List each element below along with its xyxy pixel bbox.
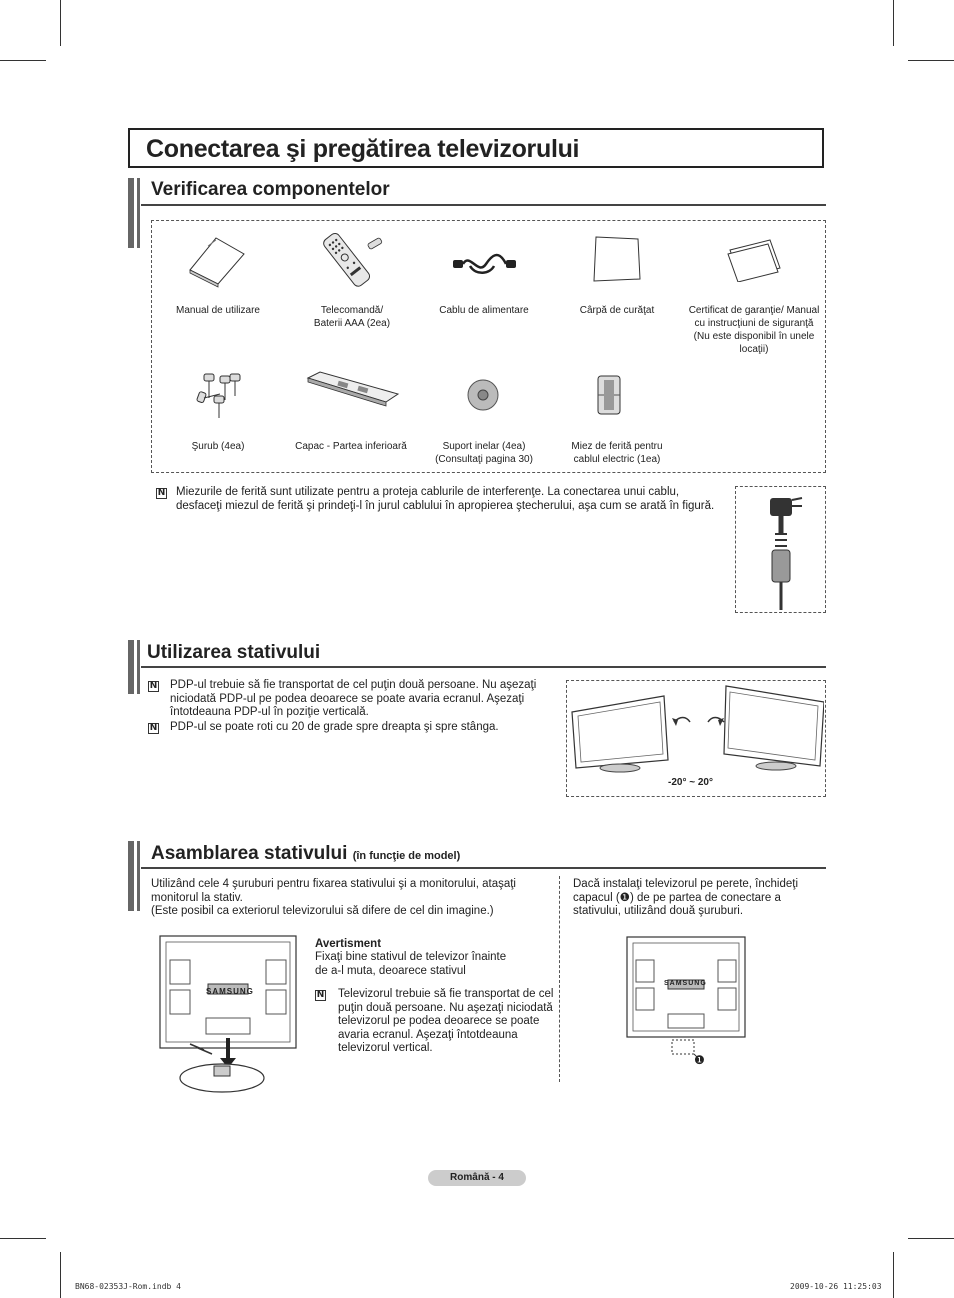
section-bar [128, 640, 134, 694]
ring-holder-icon [466, 378, 500, 412]
page-title: Conectarea şi pregătirea televizorului [146, 135, 580, 163]
component-label: Şurub (4ea) [191, 441, 245, 452]
assembly-intro: Utilizând cele 4 şuruburi pentru fixarea stativului şi a monitorului, ataşaţi monitorul la stativ. [151, 878, 516, 904]
component-label: Miez de ferită pentru cablul electric (1ea) [571, 441, 663, 465]
page-title-box [128, 128, 824, 168]
assembly-intro-note: (Este posibil ca exteriorul televizorului să difere de cel din imagine.) [151, 905, 494, 917]
tv-back-with-stand-figure [156, 932, 300, 1094]
crop-mark [60, 1252, 61, 1298]
component-label: Cârpă de curăţat [579, 305, 655, 316]
note-icon: N [149, 681, 158, 691]
note-icon: N [149, 723, 158, 733]
ferrite-note: Miezurile de ferită sunt utilizate pentru a proteja cablurile de interferenţe. La conectarea unui cablu, desfaceţi miezul de ferită şi prindeţi-l în jurul cablului în apropierea ştecherului, aşa cum se arată în figură. [176, 486, 715, 512]
stand-note-2: PDP-ul se poate roti cu 20 de grade spre dreapta şi spre stânga. [170, 721, 499, 733]
stand-assembly-heading-note: (în funcţie de model) [352, 850, 461, 862]
section-rule [141, 204, 826, 206]
remote-icon [318, 228, 384, 288]
section-bar [137, 640, 140, 694]
manual-icon [186, 232, 248, 288]
column-divider [559, 876, 560, 1082]
section-rule [141, 867, 826, 869]
section-heading-stand-assembly [151, 843, 460, 865]
print-file-info: BN68-02353J-Rom.indb 4 [75, 1282, 181, 1291]
section-heading-stand-use: Utilizarea stativului [147, 642, 321, 663]
warning-title: Avertisment [315, 938, 382, 950]
ferrite-core-icon [596, 374, 622, 416]
stand-assembly-heading: Asamblarea stativului [151, 843, 348, 864]
screws-icon [190, 372, 246, 420]
section-bar [128, 178, 134, 248]
component-label: Certificat de garanţie/ Manual cu instrucţiuni de siguranţă (Nu este disponibil în unele locaţii) [688, 305, 820, 355]
crop-mark [0, 60, 46, 61]
brand-label: SAMSUNG [664, 980, 707, 987]
component-label: Manual de utilizare [176, 305, 260, 316]
crop-mark [60, 0, 61, 46]
warranty-card-icon [726, 236, 784, 282]
page-number-badge: Română - 4 [428, 1170, 526, 1186]
cloth-icon [590, 233, 644, 285]
section-heading-components: Verificarea componentelor [151, 179, 390, 200]
crop-mark [0, 1238, 46, 1239]
crop-mark [893, 1252, 894, 1298]
tv-back-wall-figure [624, 934, 748, 1070]
rotation-label: -20° ~ 20° [668, 777, 713, 788]
cable-with-ferrite-icon [752, 494, 812, 610]
print-date-info: 2009-10-26 11:25:03 [790, 1282, 882, 1291]
crop-mark [908, 1238, 954, 1239]
tv-rotation-figure [568, 682, 824, 778]
component-label: Capac - Partea inferioară [295, 441, 407, 452]
stand-note-1: PDP-ul trebuie să fie transportat de cel puţin două persoane. Nu aşezaţi niciodată PDP-ul pe podea deoarece se poate avaria ecranul. Aşezaţi întotdeauna PDP-ul în poziţie verticală. [170, 679, 537, 718]
warning-note: Televizorul trebuie să fie transportat de cel puţin două persoane. Nu aşezaţi niciodată televizorul pe podea deoarece se poate avaria ecranul. Aşezaţi întotdeauna televizorul vertical. [338, 988, 554, 1054]
section-bar [137, 841, 140, 911]
note-icon: N [316, 990, 325, 1000]
crop-mark [893, 0, 894, 46]
component-label: Suport inelar (4ea) (Consultaţi pagina 30) [435, 441, 533, 465]
section-bar [137, 178, 140, 248]
brand-label: SAMSUNG [206, 987, 254, 996]
wall-mount-text: Dacă instalaţi televizorul pe perete, închideţi capacul (❶) de pe partea de conectare a stativului, utilizând două şuruburi. [573, 878, 799, 917]
component-label: Cablu de alimentare [439, 305, 529, 316]
power-cable-icon [450, 248, 518, 282]
warning-text: Fixaţi bine stativul de televizor înainte de a-l muta, deoarece stativul [315, 951, 507, 977]
note-icon: N [157, 488, 166, 498]
bottom-cover-icon [304, 368, 400, 408]
callout-number: ❶ [694, 1053, 705, 1067]
crop-mark [908, 60, 954, 61]
section-rule [141, 666, 826, 668]
component-label: Telecomandă/ Baterii AAA (2ea) [313, 305, 391, 329]
section-bar [128, 841, 134, 911]
